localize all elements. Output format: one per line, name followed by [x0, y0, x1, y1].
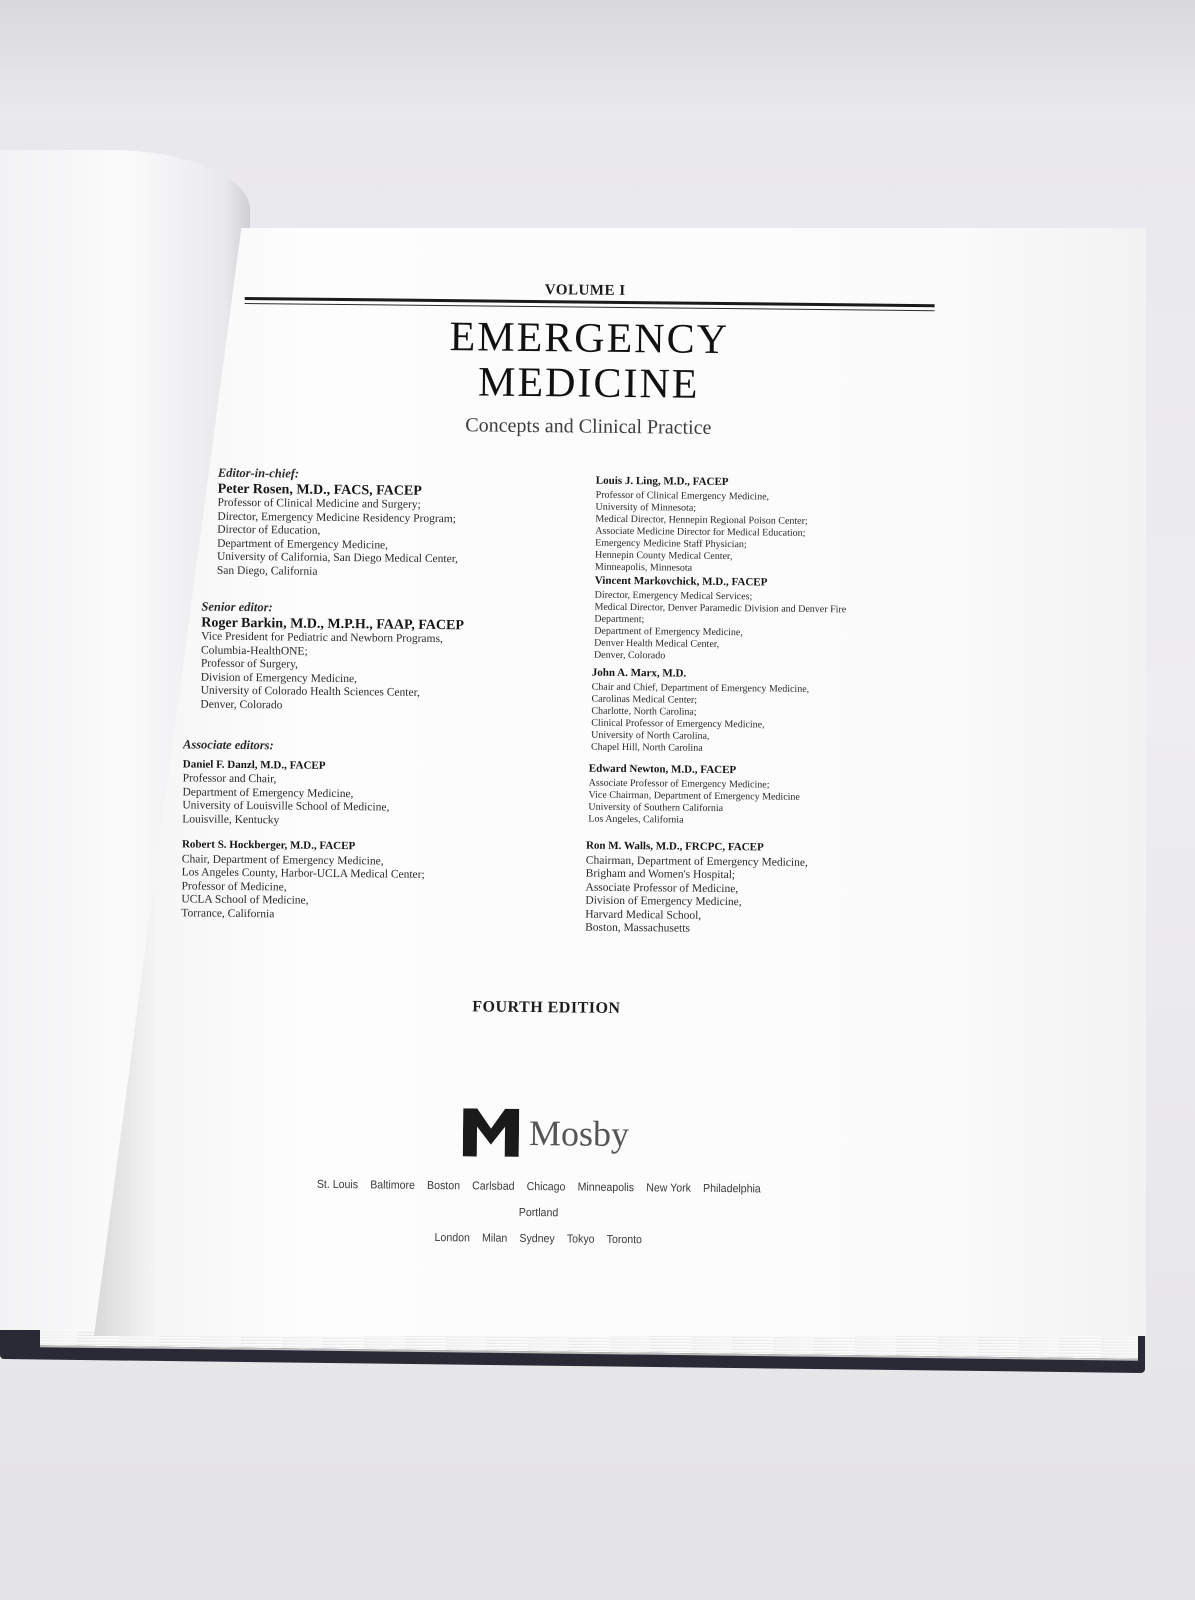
affiliation-line: Associate Professor of Medicine,	[585, 881, 739, 895]
city: Baltimore	[370, 1179, 415, 1192]
affiliation-line: Columbia-HealthONE;	[200, 644, 308, 658]
affiliation-line: University of Southern California	[588, 801, 724, 814]
affiliation-line: Department of Emergency Medicine,	[594, 625, 743, 638]
city: Toronto	[606, 1233, 643, 1247]
affiliation-line: University of Louisville School of Medicine,	[182, 799, 390, 814]
associate-editor-name: Edward Newton, M.D., FACEP	[588, 762, 737, 777]
city: Boston	[426, 1179, 461, 1193]
affiliation-line: Director of Education,	[217, 523, 321, 537]
mosby-m-icon	[463, 1108, 519, 1157]
affiliation-line: Clinical Professor of Emergency Medicine,	[591, 717, 765, 730]
affiliation-line: Department;	[594, 613, 645, 625]
affiliation-line: San Diego, California	[216, 564, 318, 578]
title-line-1: EMERGENCY	[449, 314, 730, 364]
associate-editor-markovchick	[594, 575, 847, 664]
affiliation-line: Division of Emergency Medicine,	[200, 671, 358, 685]
affiliation-line: Los Angeles County, Harbor-UCLA Medical Center;	[181, 866, 425, 881]
affiliation-line: University of California, San Diego Medical Center,	[216, 550, 459, 566]
associate-editor-walls	[585, 840, 808, 938]
affiliation-line: Director, Emergency Medical Services;	[594, 589, 753, 602]
city: Philadelphia	[703, 1182, 761, 1196]
affiliation-line: Chair and Chief, Department of Emergency Medicine,	[591, 681, 810, 695]
publisher-logo	[463, 1108, 630, 1158]
affiliation-line: Department of Emergency Medicine,	[217, 537, 389, 552]
city: Tokyo	[566, 1233, 595, 1246]
affiliation-line: Professor of Clinical Medicine and Surgery;	[217, 496, 421, 511]
associate-editor-name: John A. Marx, M.D.	[591, 666, 687, 680]
associate-editor-ling	[595, 475, 808, 576]
affiliation-line: Professor of Medicine,	[181, 879, 287, 893]
affiliation-line: University of Colorado Health Sciences Center,	[200, 684, 420, 699]
associate-editor-name: Robert S. Hockberger, M.D., FACEP	[181, 838, 356, 853]
affiliation-line: University of North Carolina,	[591, 729, 710, 742]
city: Carlsbad	[472, 1180, 515, 1193]
editor-in-chief-name: Peter Rosen, M.D., FACS, FACEP	[217, 481, 422, 499]
edition-label: FOURTH EDITION	[472, 998, 621, 1017]
city: New York	[646, 1182, 691, 1195]
city: Sydney	[519, 1232, 555, 1246]
cities-row-2	[290, 1224, 787, 1255]
affiliation-line: UCLA School of Medicine,	[181, 893, 309, 907]
affiliation-line: Boston, Massachusetts	[585, 921, 690, 935]
city: Minneapolis	[577, 1181, 635, 1195]
affiliation-line: Department of Emergency Medicine,	[182, 785, 354, 800]
affiliation-line: Director, Emergency Medicine Residency Program;	[217, 510, 456, 525]
affiliation-line: Associate Medicine Director for Medical Education;	[595, 525, 806, 539]
associate-editors-role: Associate editors:	[182, 737, 274, 753]
title-page-content	[140, 270, 970, 1279]
affiliation-line: Chapel Hill, North Carolina	[590, 741, 703, 754]
title-line-2: MEDICINE	[477, 359, 700, 408]
affiliation-line: Harvard Medical School,	[585, 908, 702, 922]
editor-in-chief-role: Editor-in-chief:	[217, 465, 300, 481]
affiliation-line: Medical Director, Hennepin Regional Poison Center;	[595, 513, 808, 527]
affiliation-line: Vice President for Pediatric and Newborn Programs,	[201, 630, 443, 646]
affiliation-line: Los Angeles, California	[588, 813, 684, 826]
affiliation-line: Associate Professor of Emergency Medicine;	[588, 777, 770, 791]
affiliation-line: Chair, Department of Emergency Medicine,	[181, 852, 384, 867]
affiliation-line: Denver, Colorado	[593, 649, 666, 661]
city: Portland	[518, 1206, 559, 1220]
background-wall	[0, 0, 1195, 130]
cities-row-1	[290, 1172, 787, 1229]
city: London	[434, 1232, 470, 1245]
affiliation-line: Brigham and Women's Hospital;	[585, 867, 736, 882]
city: Milan	[481, 1232, 508, 1245]
affiliation-line: Division of Emergency Medicine,	[585, 894, 742, 909]
publisher-cities	[290, 1172, 788, 1255]
editor-in-chief-block	[217, 467, 459, 581]
publisher-name: Mosby	[528, 1113, 630, 1155]
affiliation-line: Professor of Clinical Emergency Medicine,	[595, 489, 770, 502]
associate-editor-name: Daniel F. Danzl, M.D., FACEP	[182, 757, 326, 772]
associate-editor-newton	[588, 763, 800, 828]
senior-editor-block	[200, 601, 464, 715]
affiliation-line: Hennepin County Medical Center,	[594, 549, 733, 562]
city: Chicago	[526, 1180, 566, 1194]
associate-editor-name: Vincent Markovchick, M.D., FACEP	[594, 574, 768, 589]
affiliation-line: Minneapolis, Minnesota	[594, 561, 693, 574]
subtitle: Concepts and Clinical Practice	[465, 414, 712, 439]
affiliation-line: Denver Health Medical Center,	[594, 637, 720, 650]
city: St. Louis	[316, 1178, 359, 1192]
affiliation-line: Denver, Colorado	[200, 698, 283, 711]
senior-editor-role: Senior editor:	[201, 599, 273, 615]
senior-editor-name: Roger Barkin, M.D., M.P.H., FAAP, FACEP	[201, 615, 465, 633]
affiliation-line: Vice Chairman, Department of Emergency Medicine	[588, 789, 800, 803]
affiliation-line: Charlotte, North Carolina;	[591, 705, 697, 718]
affiliation-line: Professor of Surgery,	[200, 657, 299, 671]
affiliation-line: Professor and Chair,	[182, 772, 277, 786]
volume-label: VOLUME I	[544, 282, 626, 299]
affiliation-line: Carolinas Medical Center;	[591, 693, 698, 706]
associate-editor-marx	[591, 667, 809, 756]
affiliation-line: Medical Director, Denver Paramedic Division and Denver Fire	[594, 601, 847, 615]
affiliation-line: University of Minnesota;	[595, 501, 697, 514]
associate-editor-name: Louis J. Ling, M.D., FACEP	[595, 474, 729, 489]
associate-editor-name: Ron M. Walls, M.D., FRCPC, FACEP	[585, 839, 764, 854]
affiliation-line: Louisville, Kentucky	[182, 812, 280, 826]
affiliation-line: Chairman, Department of Emergency Medicine,	[585, 854, 808, 869]
associate-editors-block	[181, 738, 426, 923]
affiliation-line: Torrance, California	[181, 906, 275, 920]
affiliation-line: Emergency Medicine Staff Physician;	[595, 537, 747, 550]
